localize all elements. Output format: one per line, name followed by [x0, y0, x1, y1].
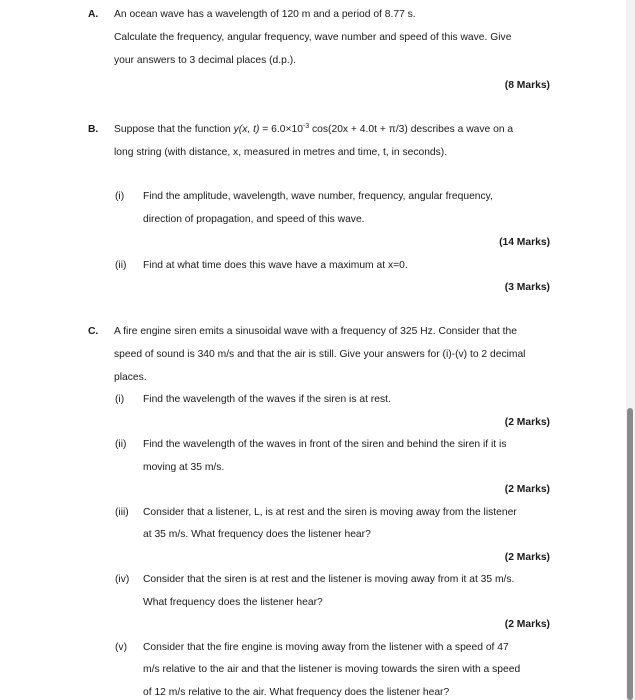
section-a-line-3: your answers to 3 decimal places (d.p.). [114, 55, 296, 66]
section-c-part-v-line-3: of 12 m/s relative to the air. What frequency does the listener hear? [143, 687, 450, 698]
section-a-line-1: An ocean wave has a wavelength of 120 m and a period of 8.77 s. [114, 9, 416, 20]
section-b-part-i-line-1: Find the amplitude, wavelength, wave number, frequency, angular frequency, [143, 191, 493, 202]
section-c-part-ii-number: (ii) [115, 439, 127, 450]
scrollbar-thumb[interactable] [627, 408, 633, 700]
section-c-part-iv-marks: (2 Marks) [504, 619, 550, 630]
section-c-part-iv-line-2: What frequency does the listener hear? [143, 597, 323, 608]
section-c-intro-line-2: speed of sound is 340 m/s and that the air is still. Give your answers for (i)-(v) to 2 decimal [114, 349, 526, 360]
section-b-part-i-line-2: direction of propagation, and speed of this wave. [143, 214, 365, 225]
section-c-part-i-marks: (2 Marks) [504, 417, 550, 428]
section-b-intro-line-2: long string (with distance, x, measured in metres and time, t, in seconds). [114, 147, 448, 158]
section-b-part-ii-number: (ii) [115, 260, 127, 271]
section-a-label: A. [88, 9, 99, 20]
section-c-part-iii-number: (iii) [115, 507, 129, 518]
section-b-part-i-marks: (14 Marks) [499, 237, 550, 248]
section-c-part-iv-line-1: Consider that the siren is at rest and the listener is moving away from it at 35 m/s. [143, 574, 515, 585]
section-a-marks: (8 Marks) [504, 80, 550, 91]
section-b-part-i-number: (i) [115, 191, 125, 202]
section-c-part-ii-line-1: Find the wavelength of the waves in front of the siren and behind the siren if it is [143, 439, 507, 450]
section-c-part-iii-marks: (2 Marks) [504, 552, 550, 563]
section-c-label: C. [88, 326, 99, 337]
section-c-part-iii-line-2: at 35 m/s. What frequency does the listener hear? [143, 529, 371, 540]
section-c-part-v-line-1: Consider that the fire engine is moving away from the listener with a speed of 47 [143, 642, 509, 653]
section-c-intro-line-1: A fire engine siren emits a sinusoidal wave with a frequency of 325 Hz. Consider that the [114, 326, 517, 337]
section-c-part-v-line-2: m/s relative to the air and that the listener is moving towards the siren with a speed [143, 664, 521, 675]
section-c-part-ii-marks: (2 Marks) [504, 484, 550, 495]
section-c-part-i-line-1: Find the wavelength of the waves if the siren is at rest. [143, 394, 391, 405]
section-a-line-2: Calculate the frequency, angular frequency, wave number and speed of this wave. Give [114, 32, 512, 43]
section-c-part-iv-number: (iv) [115, 574, 130, 585]
section-b-part-ii-line-1: Find at what time does this wave have a maximum at x=0. [143, 260, 408, 271]
section-c-part-v-number: (v) [115, 642, 128, 653]
section-c-intro-line-3: places. [114, 372, 147, 383]
section-c-part-ii-line-2: moving at 35 m/s. [143, 462, 225, 473]
section-c-part-iii-line-1: Consider that a listener, L, is at rest and the siren is moving away from the listener [143, 507, 517, 518]
section-b-label: B. [88, 124, 99, 135]
section-c-part-i-number: (i) [115, 394, 125, 405]
section-b-part-ii-marks: (3 Marks) [504, 282, 550, 293]
section-b-intro-line-1: Suppose that the function y(x, $t) = 6.0\times 10^{-3}$ cos(20x + 4.0t + π/3) describes a wave on a [114, 123, 514, 135]
